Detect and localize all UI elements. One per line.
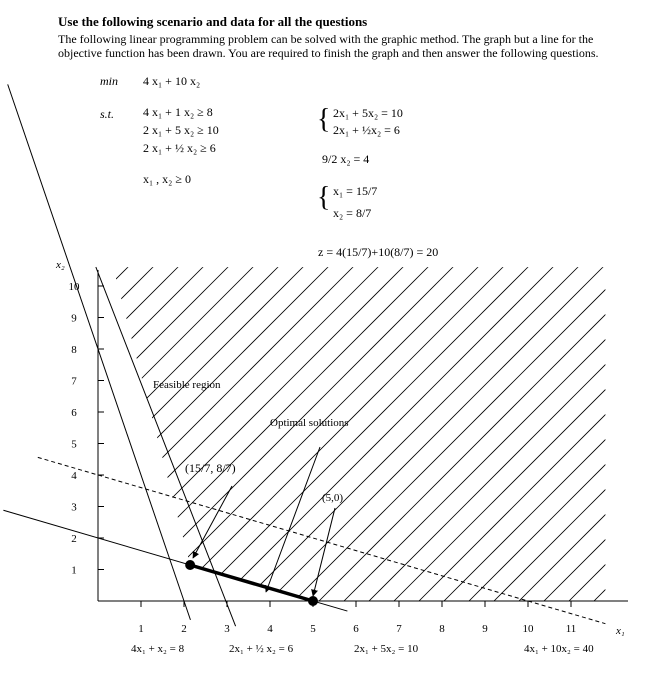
hatch-line	[370, 0, 670, 686]
feasible-region-label: Feasible region	[153, 379, 221, 391]
y-tick-label: 4	[71, 470, 77, 482]
point-b-label: (5,0)	[322, 492, 344, 504]
x-tick-label: 3	[224, 623, 230, 635]
min-label: min	[100, 74, 118, 88]
x-tick-label: 8	[439, 623, 445, 635]
hatch-line	[170, 0, 670, 686]
hatch-line	[470, 0, 670, 686]
y-tick-label: 2	[71, 533, 77, 545]
objective: 4 x₁ + 10 x₂	[143, 74, 201, 88]
hatch-line	[320, 0, 670, 686]
hatch-line	[295, 0, 670, 686]
brace-1: {	[317, 104, 331, 135]
line-label-2: 2x₁ + ½ x₂ = 6	[229, 643, 294, 655]
y-tick-label: 10	[68, 281, 80, 293]
y-axis-label: x₂	[56, 259, 65, 271]
hatch-line	[520, 0, 670, 686]
x1-value: x₁ = 15/7	[333, 184, 378, 198]
hatch-line	[70, 0, 670, 686]
y-tick-label: 1	[71, 564, 77, 577]
y-tick-label: 8	[71, 344, 77, 356]
hatch-line	[495, 0, 670, 686]
x-tick-label: 9	[482, 623, 488, 635]
hatch-line	[20, 0, 670, 686]
constraint-1: 4 x₁ + 1 x₂ ≥ 8	[143, 105, 213, 119]
st-label: s.t.	[100, 107, 115, 121]
hatch-line	[0, 0, 220, 686]
x-axis-label: x₁	[616, 625, 625, 637]
hatch-line	[195, 0, 670, 686]
y-tick-label: 9	[71, 312, 77, 325]
intro-line-2: objective function has been drawn. You are required to finish the graph and then answer the following questions.	[58, 46, 599, 60]
point-a-label: (15/7, 8/7)	[185, 461, 236, 475]
x-tick-label: 5	[310, 623, 316, 635]
x-tick-label: 1	[138, 623, 144, 635]
hatch-line	[620, 0, 670, 686]
hatch-line	[420, 0, 670, 686]
hatch-line	[595, 0, 670, 686]
hatch-line	[345, 0, 670, 686]
hatch-line	[270, 0, 670, 686]
x-tick-label: 6	[353, 623, 359, 635]
x-tick-label: 2	[181, 623, 187, 635]
brace-2: {	[317, 182, 331, 213]
y-tick-label: 6	[71, 407, 77, 419]
x2-value: x₂ = 8/7	[333, 206, 372, 220]
constraint-line-4x1-x2	[8, 84, 191, 620]
reduced-eq: 9/2 x₂ = 4	[322, 152, 370, 166]
hatch-line	[445, 0, 670, 686]
line-label-1: 4x₁ + x₂ = 8	[131, 643, 185, 655]
hatch-line	[45, 0, 670, 686]
line-label-4: 4x₁ + 10x₂ = 40	[524, 643, 594, 655]
corner-point-a	[185, 560, 195, 570]
constraint-3: 2 x₁ + ½ x₂ ≥ 6	[143, 141, 216, 155]
hatch-line	[395, 0, 670, 686]
hatch-line	[570, 0, 670, 686]
line-label-3: 2x₁ + 5x₂ = 10	[354, 643, 419, 655]
hatch-line	[245, 0, 670, 686]
hatch-line	[545, 0, 670, 686]
x-tick-label: 4	[267, 623, 273, 635]
hatch-line	[0, 0, 245, 686]
x-tick-label: 11	[565, 623, 577, 635]
z-value: z = 4(15/7)+10(8/7) = 20	[318, 245, 439, 259]
hatch-line	[145, 0, 670, 686]
constraint-2: 2 x₁ + 5 x₂ ≥ 10	[143, 123, 219, 137]
y-tick-label: 3	[71, 501, 77, 514]
y-tick-label: 7	[71, 375, 77, 388]
nonnegativity: x₁ , x₂ ≥ 0	[143, 172, 191, 186]
x-tick-label: 10	[522, 623, 534, 635]
system-eq-2: 2x₁ + ½x₂ = 6	[333, 123, 400, 137]
system-eq-1: 2x₁ + 5x₂ = 10	[333, 106, 403, 120]
optimal-segment	[190, 565, 313, 601]
arrow-point-a	[193, 486, 232, 558]
y-tick-label: 5	[71, 438, 77, 451]
hatch-line	[0, 0, 320, 686]
hatch-line	[95, 0, 670, 686]
hatch-line	[645, 0, 670, 686]
hatch-line	[0, 0, 170, 686]
arrow-optimal	[266, 447, 320, 592]
optimal-solutions-label: Optimal solutions	[270, 417, 349, 429]
hatch-line	[0, 0, 270, 686]
page-title: Use the following scenario and data for all the questions	[58, 14, 368, 29]
intro-line-1: The following linear programming problem can be solved with the graphic method. The graph but a line for the	[58, 32, 594, 46]
x-tick-label: 7	[396, 623, 402, 635]
